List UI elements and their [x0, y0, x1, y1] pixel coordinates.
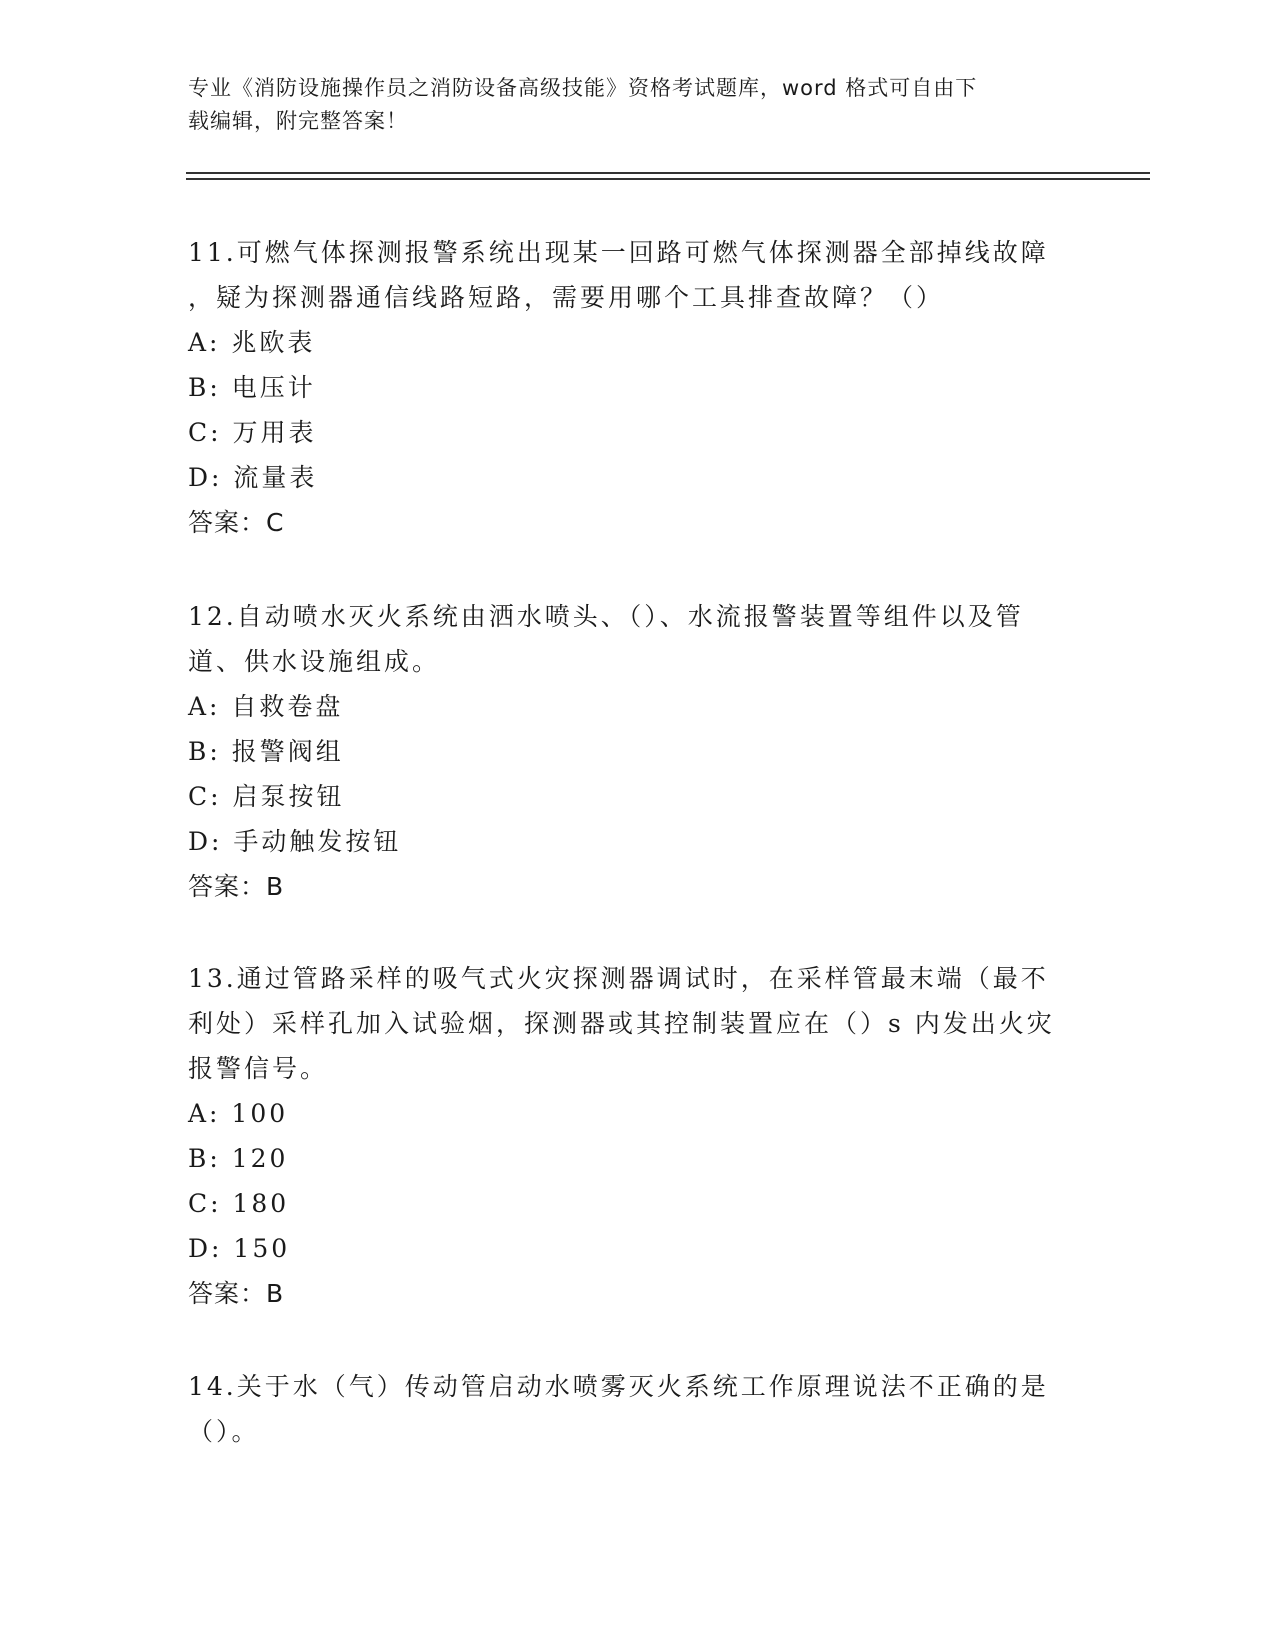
header-rule-top — [186, 172, 1150, 174]
question-stem: 12.自动喷水灭火系统由洒水喷头、（）、水流报警装置等组件以及管 — [188, 602, 1024, 631]
option-a: A: 兆欧表 — [188, 328, 316, 357]
header-line-1: 专业《消防设施操作员之消防设备高级技能》资格考试题库，word 格式可自由下 — [188, 76, 978, 100]
header-rule-bottom — [186, 178, 1150, 180]
question-12 — [188, 594, 1088, 909]
option-a: A: 自救卷盘 — [188, 692, 344, 721]
option-b: B: 报警阀组 — [188, 737, 344, 766]
option-d: D: 手动触发按钮 — [188, 827, 402, 856]
option-b: B: 电压计 — [188, 373, 316, 402]
question-stem: 11.可燃气体探测报警系统出现某一回路可燃气体探测器全部掉线故障 — [188, 238, 1049, 267]
question-stem: 13.通过管路采样的吸气式火灾探测器调试时，在采样管最末端（最不 — [188, 964, 1049, 993]
question-11 — [188, 230, 1088, 545]
answer: 答案：B — [188, 872, 285, 901]
question-14 — [188, 1364, 1088, 1454]
option-d: D: 150 — [188, 1234, 291, 1263]
option-c: C: 万用表 — [188, 418, 317, 447]
option-a: A: 100 — [188, 1099, 289, 1128]
document-header — [188, 72, 1068, 138]
question-stem: 报警信号。 — [188, 1054, 329, 1083]
option-d: D: 流量表 — [188, 463, 318, 492]
header-line-2: 载编辑，附完整答案！ — [188, 109, 408, 133]
question-13 — [188, 956, 1088, 1316]
question-stem: 利处）采样孔加入试验烟，探测器或其控制装置应在（）s 内发出火灾 — [188, 1009, 1055, 1038]
option-c: C: 启泵按钮 — [188, 782, 345, 811]
question-stem: 14.关于水（气）传动管启动水喷雾灭火系统工作原理说法不正确的是 — [188, 1372, 1049, 1401]
answer: 答案：B — [188, 1279, 285, 1308]
option-b: B: 120 — [188, 1144, 289, 1173]
question-stem: ，疑为探测器通信线路短路，需要用哪个工具排查故障？（） — [188, 283, 945, 312]
question-stem: （）。 — [188, 1417, 260, 1446]
question-stem: 道、供水设施组成。 — [188, 647, 441, 676]
option-c: C: 180 — [188, 1189, 290, 1218]
answer: 答案：C — [188, 508, 285, 537]
